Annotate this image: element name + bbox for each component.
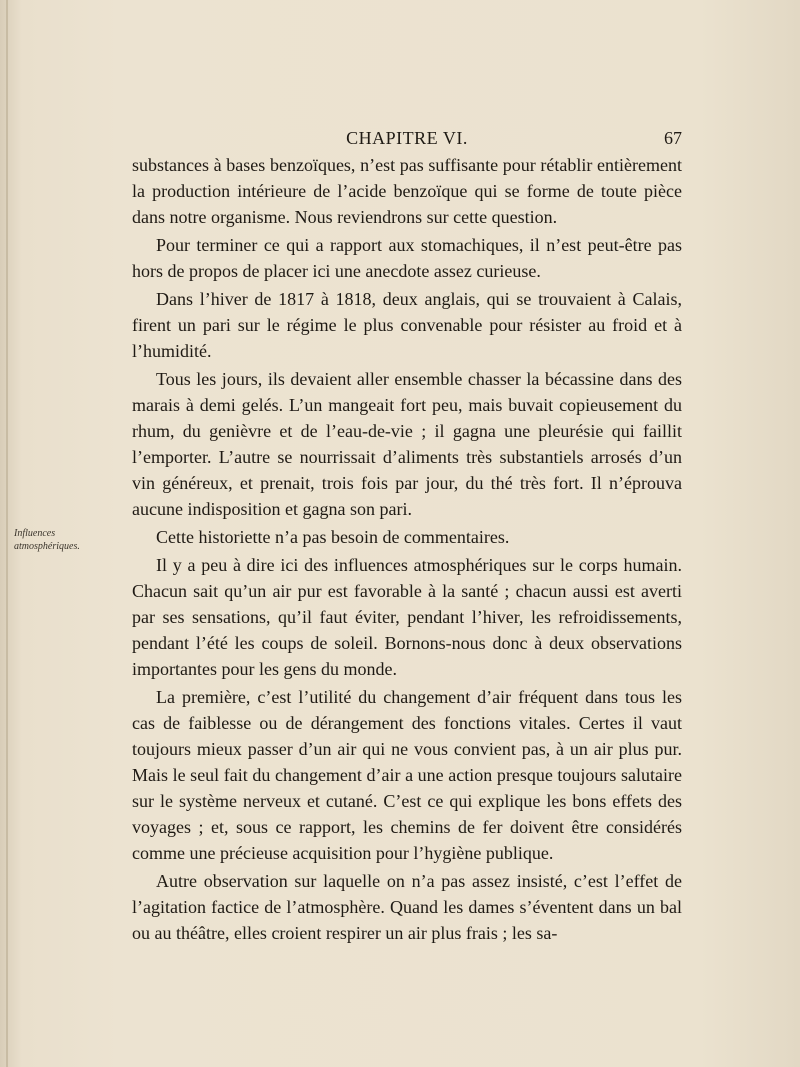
- paragraph: Autre observation sur laquelle on n’a pas assez insisté, c’est l’effet de l’agitation factice de l’atmosphère. Quand les dames s’éventent dans un bal ou au théâtre, elles croient respirer un air plus frais ; les sa-: [132, 871, 682, 943]
- page-gutter-edge: [6, 0, 8, 1067]
- chapter-title: CHAPITRE VI.: [346, 128, 468, 148]
- paragraph: Cette historiette n’a pas besoin de commentaires.: [156, 527, 510, 547]
- paragraph: Tous les jours, ils devaient aller ensemble chasser la bécassine dans des marais à demi gelés. L’un mangeait fort peu, mais buvait copieusement du rhum, du genièvre et de l’eau-de-vie ; il gagna une pleurésie qui faillit l’emporter. L’autre se nourrissait d’aliments très substantiels arrosés d’un vin généreux, et prenait, trois fois par jour, du thé très fort. Il n’éprouva aucune indisposition et gagna son pari.: [132, 369, 682, 519]
- paragraph: Pour terminer ce qui a rapport aux stomachiques, il n’est peut-être pas hors de propos de placer ici une anecdote assez curieuse.: [132, 235, 682, 281]
- margin-note-line-1: Influences: [14, 528, 56, 539]
- paragraph: Dans l’hiver de 1817 à 1818, deux anglais, qui se trouvaient à Calais, firent un pari sur le régime le plus convenable pour résister au froid et à l’humidité.: [132, 289, 682, 361]
- body-text: [132, 152, 682, 948]
- paragraph: substances à bases benzoïques, n’est pas suffisante pour rétablir entièrement la production intérieure de l’acide benzoïque qui se forme de toute pièce dans notre organisme. Nous reviendrons sur cette question.: [132, 155, 682, 227]
- margin-note: [14, 527, 124, 553]
- running-head: [132, 128, 682, 152]
- paragraph: La première, c’est l’utilité du changement d’air fréquent dans tous les cas de faiblesse ou de dérangement des fonctions vitales. Certes il vaut toujours mieux passer d’un air qui ne vous convient pas, à un air plus pur. Mais le seul fait du changement d’air a une action presque toujours salutaire sur le système nerveux et cutané. C’est ce qui explique les bons effets des voyages ; et, sous ce rapport, les chemins de fer doivent être considérés comme une précieuse acquisition pour l’hygiène publique.: [132, 687, 682, 863]
- margin-note-line-2: atmosphériques.: [14, 541, 80, 552]
- paragraph: Il y a peu à dire ici des influences atmosphériques sur le corps humain. Chacun sait qu’un air pur est favorable à la santé ; chacun aussi est averti par ses sensations, qu’il faut éviter, pendant l’hiver, les refroidissements, pendant l’été les coups de soleil. Bornons-nous donc à deux observations importantes pour les gens du monde.: [132, 555, 682, 679]
- page-number: 67: [664, 128, 682, 148]
